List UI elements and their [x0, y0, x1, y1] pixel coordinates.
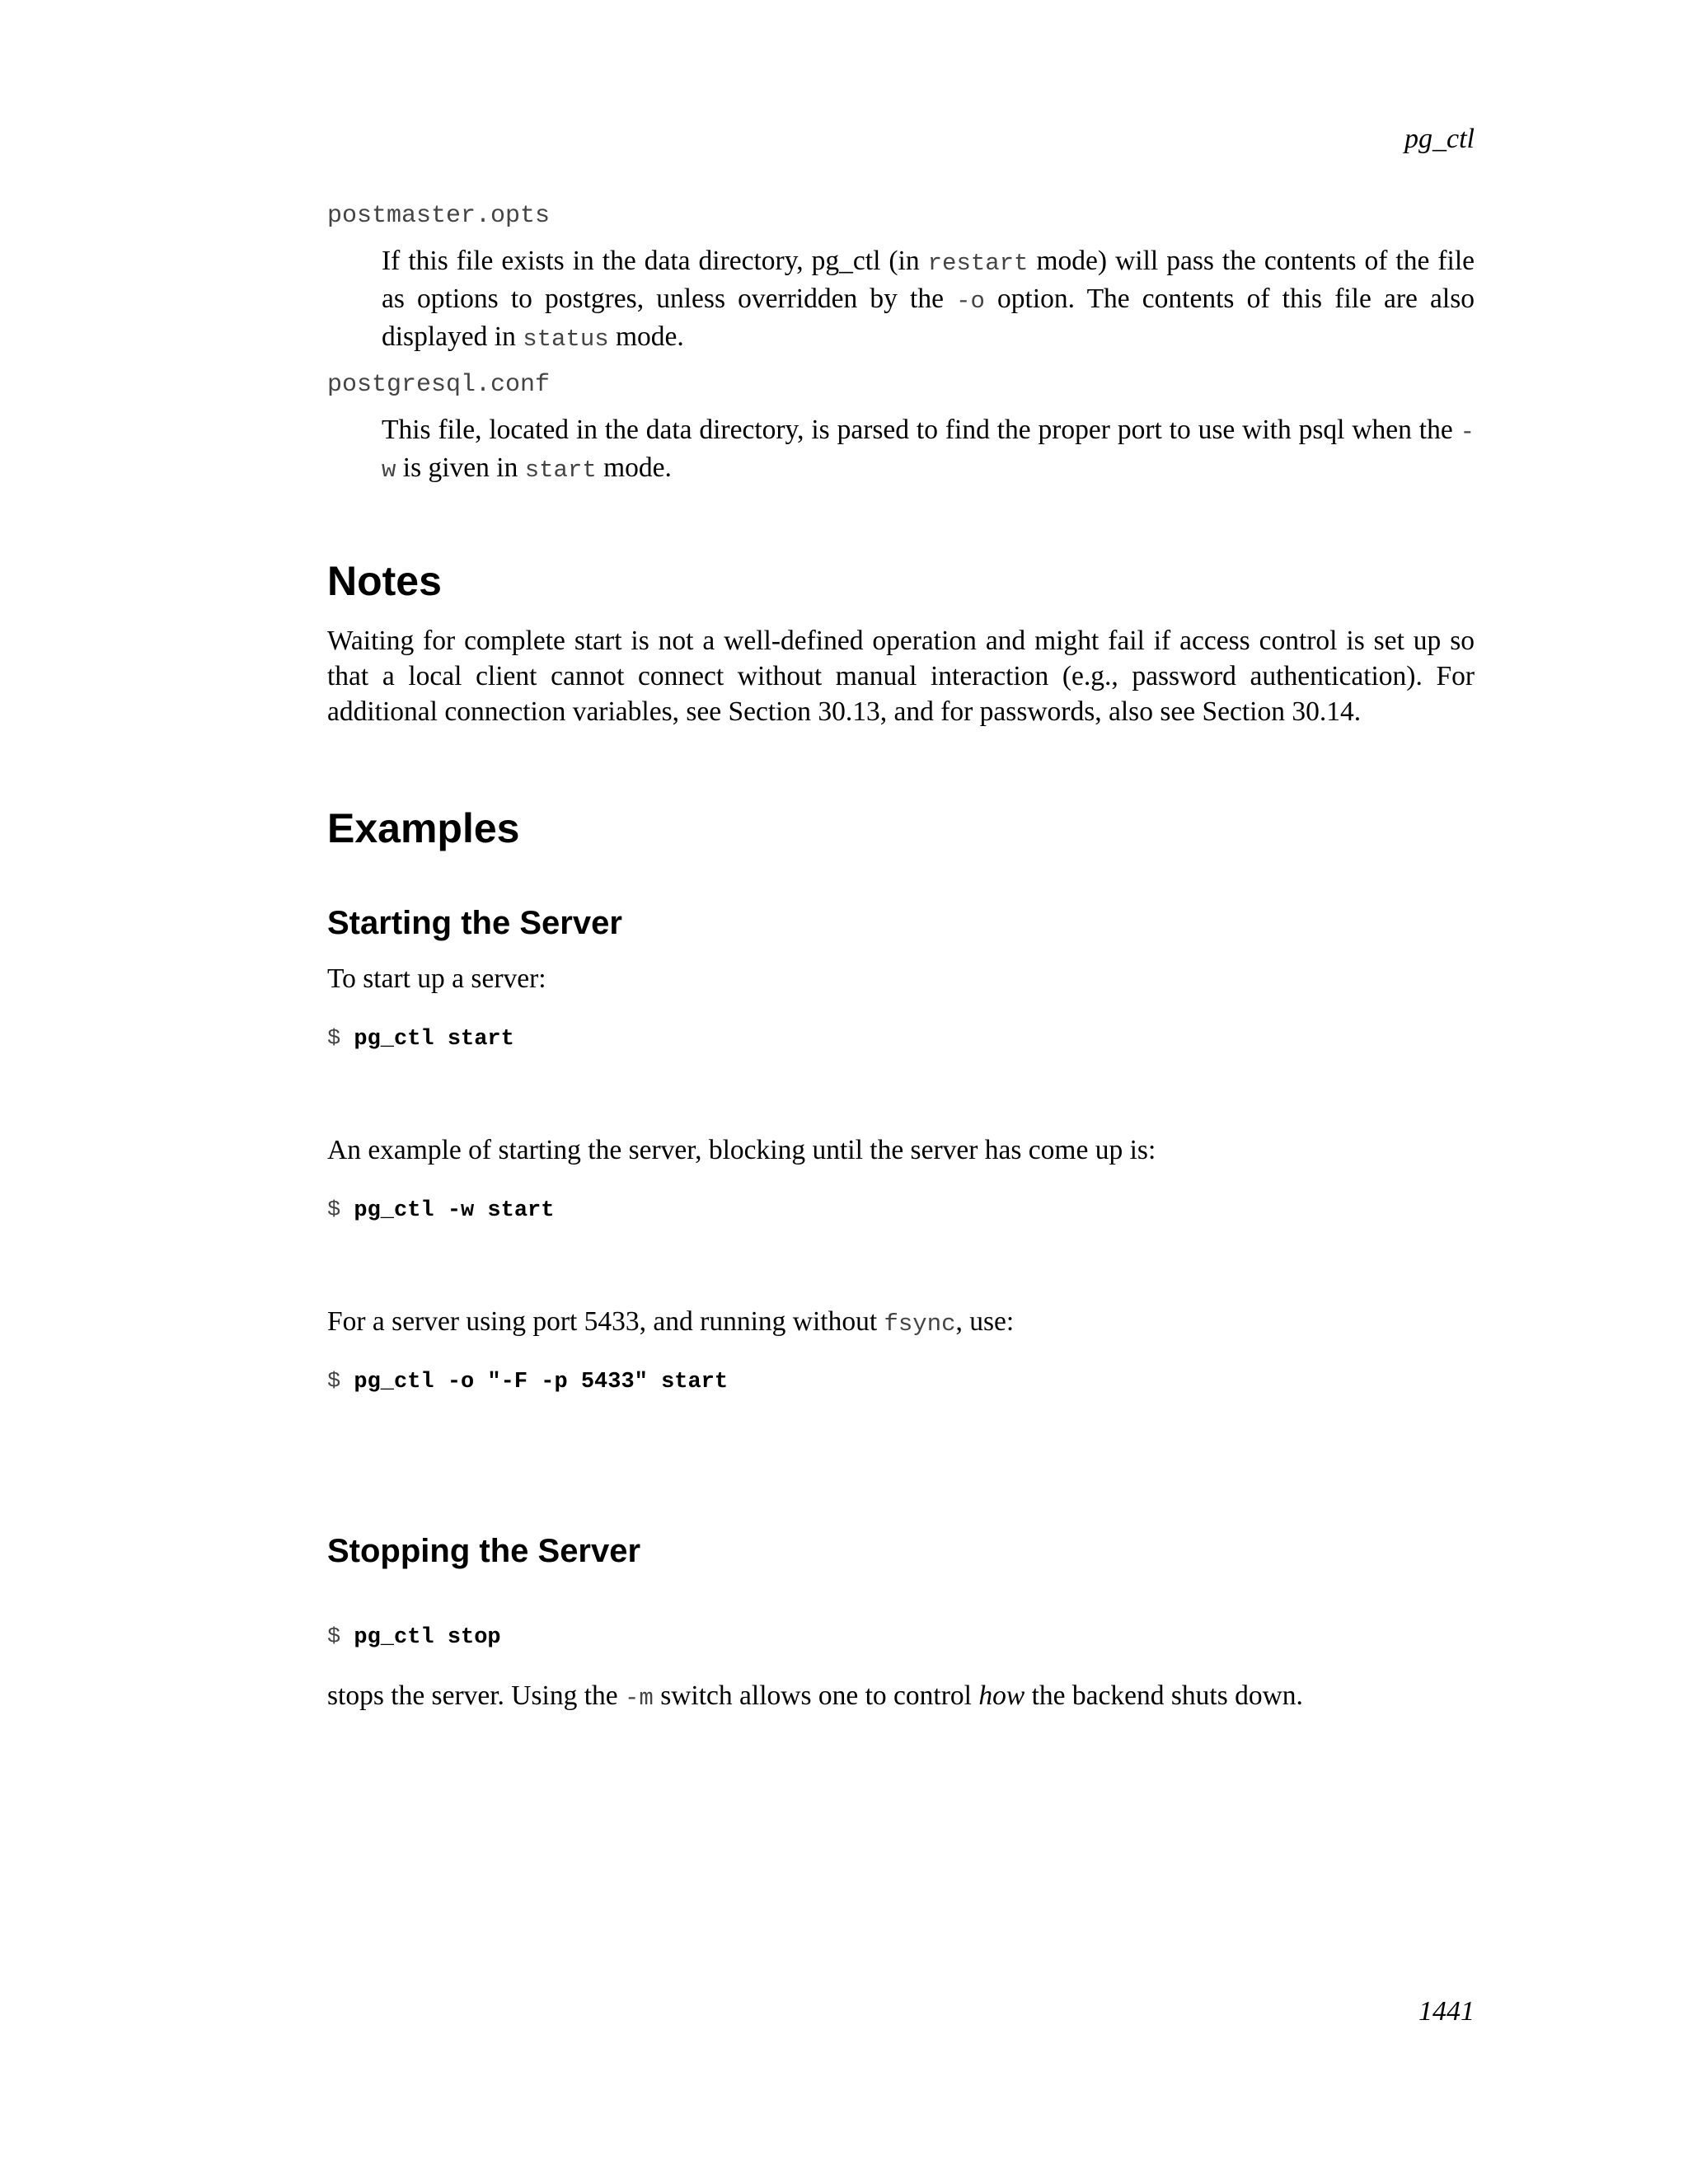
shell-prompt: $	[327, 1198, 354, 1223]
paragraph-text: stops the server. Using the	[327, 1680, 626, 1711]
shell-prompt: $	[327, 1370, 354, 1394]
definition-text: mode) will pass the contents of the file as options to postgres, unless overridden by the	[382, 246, 1475, 314]
notes-heading: Notes	[327, 558, 442, 604]
command-text: pg_ctl start	[354, 1027, 514, 1052]
definition-text: mode.	[608, 321, 684, 352]
starting-intro: To start up a server:	[327, 963, 546, 994]
inline-code: start	[524, 457, 597, 484]
page-number: 1441	[1418, 1996, 1475, 2027]
emphasis-text: how	[978, 1680, 1025, 1711]
stopping-server-heading: Stopping the Server	[327, 1533, 641, 1569]
definition-postgresql-conf	[382, 412, 1475, 488]
paragraph-text: the backend shuts down.	[1025, 1680, 1303, 1711]
definition-text: is given in	[396, 452, 525, 483]
shell-prompt: $	[327, 1027, 354, 1052]
inline-code: -o	[956, 288, 985, 315]
definition-postmaster-opts	[382, 243, 1475, 357]
notes-paragraph: Waiting for complete start is not a well-defined operation and might fail if access control is set up so that a local client cannot connect without manual interaction (e.g., password authentication). For additional connection variables, see Section 30.13, and for passwords, also see Section 30.14.	[327, 626, 1475, 727]
inline-code: -m	[625, 1685, 654, 1712]
command-text: pg_ctl -o "-F -p 5433" start	[354, 1370, 729, 1394]
command-start-wait	[327, 1200, 554, 1222]
command-text: pg_ctl stop	[354, 1625, 501, 1650]
document-page	[327, 0, 1475, 2184]
starting-blocking-paragraph: An example of starting the server, blocking until the server has come up is:	[327, 1135, 1156, 1165]
starting-port-paragraph	[327, 1304, 1475, 1342]
starting-server-heading: Starting the Server	[327, 905, 622, 941]
inline-code: restart	[927, 250, 1029, 277]
definition-text: option. The contents of this file are also displayed in	[382, 284, 1475, 352]
examples-heading: Examples	[327, 805, 520, 851]
term-postmaster-opts: postmaster.opts	[327, 202, 551, 230]
inline-code: fsync	[884, 1310, 956, 1338]
running-header: pg_ctl	[1404, 124, 1475, 154]
inline-code: status	[523, 326, 609, 353]
command-start	[327, 1029, 514, 1051]
command-start-port	[327, 1371, 728, 1394]
definition-text: mode.	[596, 452, 672, 483]
term-postgresql-conf: postgresql.conf	[327, 371, 551, 399]
definition-text: If this file exists in the data directory, pg_ctl (in	[382, 246, 928, 276]
command-stop	[327, 1627, 501, 1649]
paragraph-text: switch allows one to control	[653, 1680, 979, 1711]
stopping-paragraph	[327, 1678, 1475, 1716]
paragraph-text: For a server using port 5433, and running without	[327, 1306, 884, 1337]
inline-code: -w	[382, 419, 1475, 484]
definition-text: This file, located in the data directory, is parsed to find the proper port to use with psql when the	[382, 415, 1461, 445]
paragraph-text: , use:	[955, 1306, 1015, 1337]
command-text: pg_ctl -w start	[354, 1198, 555, 1223]
shell-prompt: $	[327, 1625, 354, 1650]
